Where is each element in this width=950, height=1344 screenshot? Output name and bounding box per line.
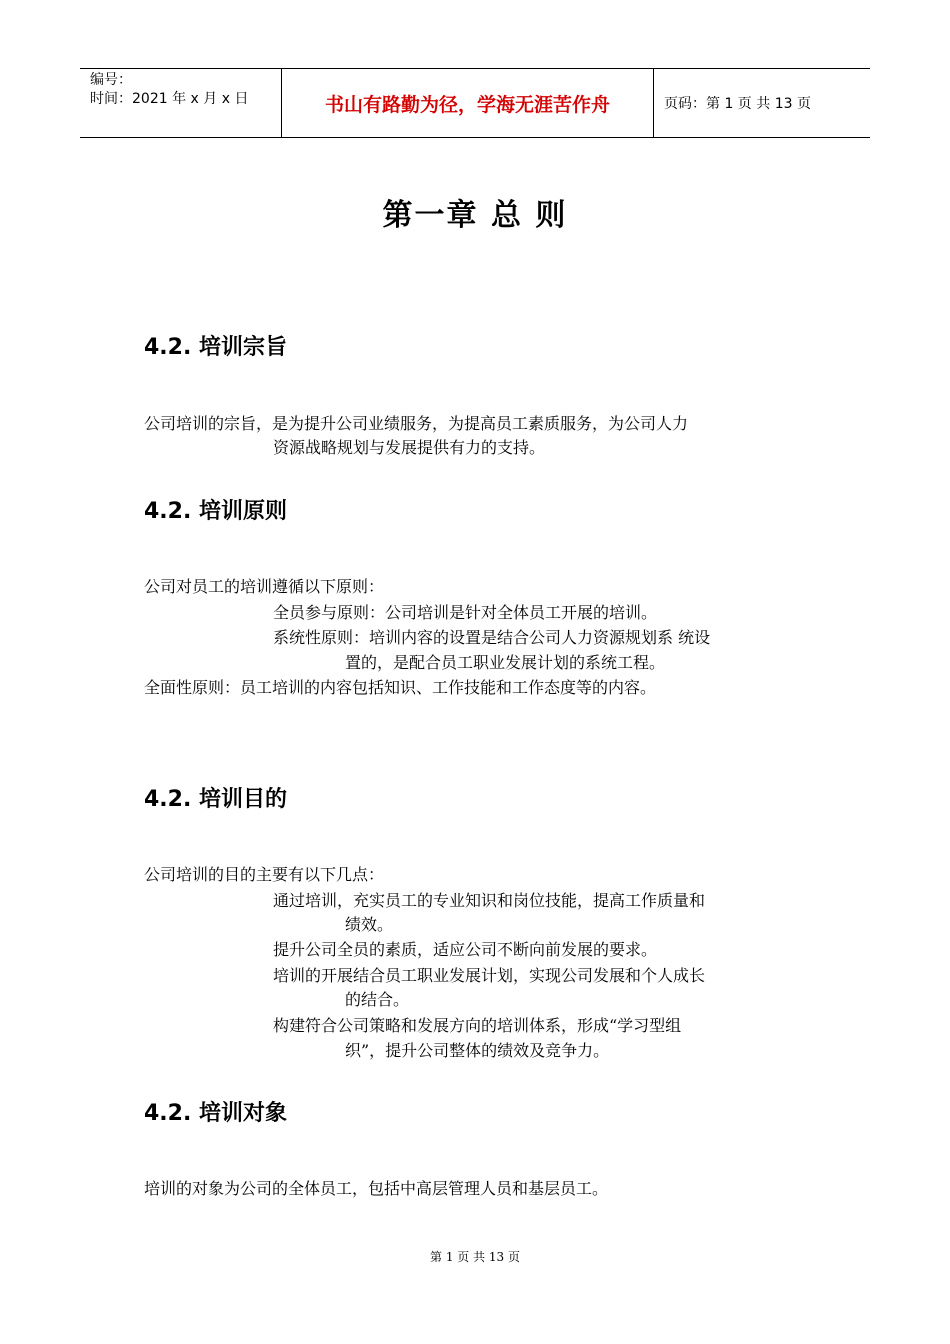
header-page-cell [654, 69, 870, 137]
document-time-label: 时间：2021 年 x 月 x 日 [90, 91, 249, 107]
section-heading-targets: 4.2. 培训对象 [144, 1101, 287, 1126]
list-item: 构建符合公司策略和发展方向的培训体系，形成“学习型组 [273, 1016, 682, 1035]
list-item: 提升公司全员的素质，适应公司不断向前发展的要求。 [273, 940, 658, 959]
list-item: 系统性原则：培训内容的设置是结合公司人力资源规划系 统设 [273, 628, 711, 647]
header-page-label: 页码：第 1 页 共 13 页 [664, 96, 811, 112]
list-item: 通过培训，充实员工的专业知识和岗位技能，提高工作质量和 [273, 891, 706, 910]
list-item: 培训的开展结合员工职业发展计划，实现公司发展和个人成长 [273, 966, 706, 985]
header-motto: 书山有路勤为径，学海无涯苦作舟 [324, 93, 610, 116]
header-table [80, 68, 870, 138]
paragraph-line: 资源战略规划与发展提供有力的支持。 [273, 438, 546, 457]
paragraph-line: 公司对员工的培训遵循以下原则： [144, 577, 385, 596]
section-heading-purpose: 4.2. 培训宗旨 [144, 335, 287, 360]
paragraph-line: 公司培训的目的主要有以下几点： [144, 865, 385, 884]
list-item-continuation: 织”，提升公司整体的绩效及竞争力。 [345, 1041, 610, 1060]
list-item-continuation: 绩效。 [345, 915, 394, 934]
document-number-label: 编号： [90, 72, 132, 88]
header-motto-cell [282, 69, 654, 137]
section-heading-goals: 4.2. 培训目的 [144, 787, 287, 812]
list-item: 全面性原则：员工培训的内容包括知识、工作技能和工作态度等的内容。 [144, 678, 657, 697]
section-heading-principles: 4.2. 培训原则 [144, 499, 287, 524]
list-item: 全员参与原则：公司培训是针对全体员工开展的培训。 [273, 603, 658, 622]
paragraph-line: 公司培训的宗旨，是为提升公司业绩服务，为提高员工素质服务，为公司人力 [144, 414, 689, 433]
list-item-continuation: 的结合。 [345, 990, 410, 1009]
page-footer: 第 1 页 共 13 页 [430, 1250, 520, 1264]
list-item-continuation: 置的，是配合员工职业发展计划的系统工程。 [345, 653, 666, 672]
chapter-title: 第一章 总 则 [382, 198, 568, 233]
header-left-cell [80, 69, 282, 137]
paragraph-line: 培训的对象为公司的全体员工，包括中高层管理人员和基层员工。 [144, 1179, 609, 1198]
